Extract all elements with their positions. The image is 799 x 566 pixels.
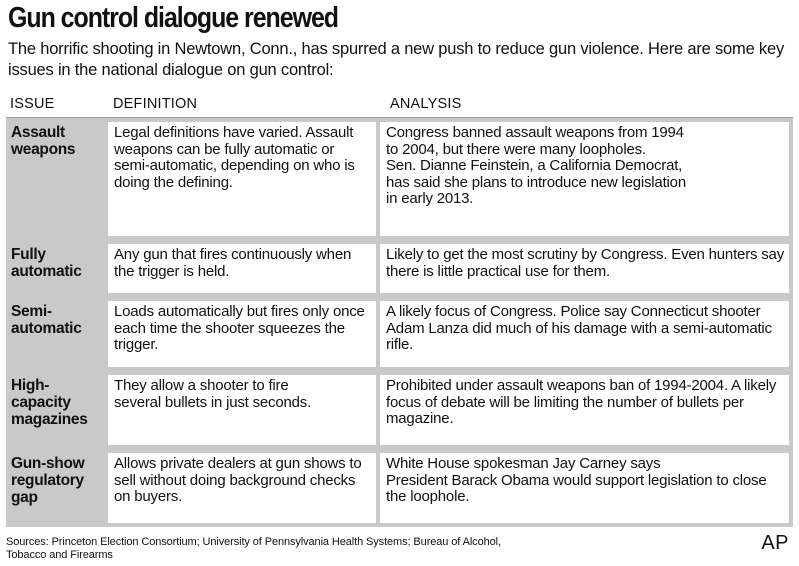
header-analysis: ANALYSIS — [390, 96, 462, 112]
table-row — [6, 371, 793, 449]
definition-cell — [108, 453, 376, 523]
analysis-text: White House spokesman Jay Carney says President Barack Obama would support legislation to close the loophole. — [386, 455, 767, 505]
intro-text: The horrific shooting in Newtown, Conn., has spurred a new push to reduce gun violence. Here are some key issues in the national dialogue on gun control: — [8, 40, 785, 79]
header-issue: ISSUE — [10, 96, 55, 112]
issues-table — [6, 94, 793, 527]
analysis-text: A likely focus of Congress. Police say Connecticut shooter Adam Lanza did much of his damage with a semi-automatic rifle. — [386, 303, 772, 353]
definition-text: Any gun that fires continuously when the trigger is held. — [114, 246, 352, 280]
issue-label: Semi- automatic — [11, 303, 82, 337]
analysis-cell — [380, 375, 789, 445]
definition-cell — [108, 301, 376, 367]
analysis-cell — [380, 244, 789, 293]
table-row — [6, 118, 793, 240]
header-definition: DEFINITION — [113, 96, 198, 112]
definition-text: Legal definitions have varied. Assault weapons can be fully automatic or semi-automatic, depending on who is doing the defining. — [114, 124, 355, 191]
definition-text: They allow a shooter to fire several bullets in just seconds. — [114, 377, 312, 411]
analysis-text: Congress banned assault weapons from 1994 to 2004, but there were many loopholes. Sen. Dianne Feinstein, a California Democrat, has said she plans to introduce new legislation in early 2013. — [386, 124, 686, 207]
issue-label: Fully automatic — [11, 246, 82, 280]
ap-credit: AP — [761, 532, 789, 554]
analysis-cell — [380, 301, 789, 367]
analysis-text: Prohibited under assault weapons ban of 1994-2004. A likely focus of debate will be limiting the number of bullets per magazine. — [386, 377, 777, 427]
table-header — [6, 94, 793, 118]
table-row — [6, 240, 793, 297]
definition-cell — [108, 375, 376, 445]
analysis-cell — [380, 122, 789, 236]
definition-text: Allows private dealers at gun shows to sell without doing background checks on buyers. — [114, 455, 362, 505]
definition-text: Loads automatically but fires only once each time the shooter squeezes the trigger. — [114, 303, 365, 353]
analysis-text: Likely to get the most scrutiny by Congress. Even hunters say there is little practical use for them. — [386, 246, 784, 280]
table-row — [6, 297, 793, 371]
issue-label: Gun-show regulatory gap — [11, 455, 85, 506]
issue-label: High- capacity magazines — [11, 377, 88, 428]
table-row — [6, 449, 793, 527]
issue-label: Assault weapons — [11, 124, 76, 158]
definition-cell — [108, 244, 376, 293]
page-title: Gun control dialogue renewed — [8, 2, 338, 34]
sources-note: Sources: Princeton Election Consortium; University of Pennsylvania Health Systems; Bureau of Alcohol, Tobacco and Firearms — [6, 536, 501, 561]
definition-cell — [108, 122, 376, 236]
analysis-cell — [380, 453, 789, 523]
